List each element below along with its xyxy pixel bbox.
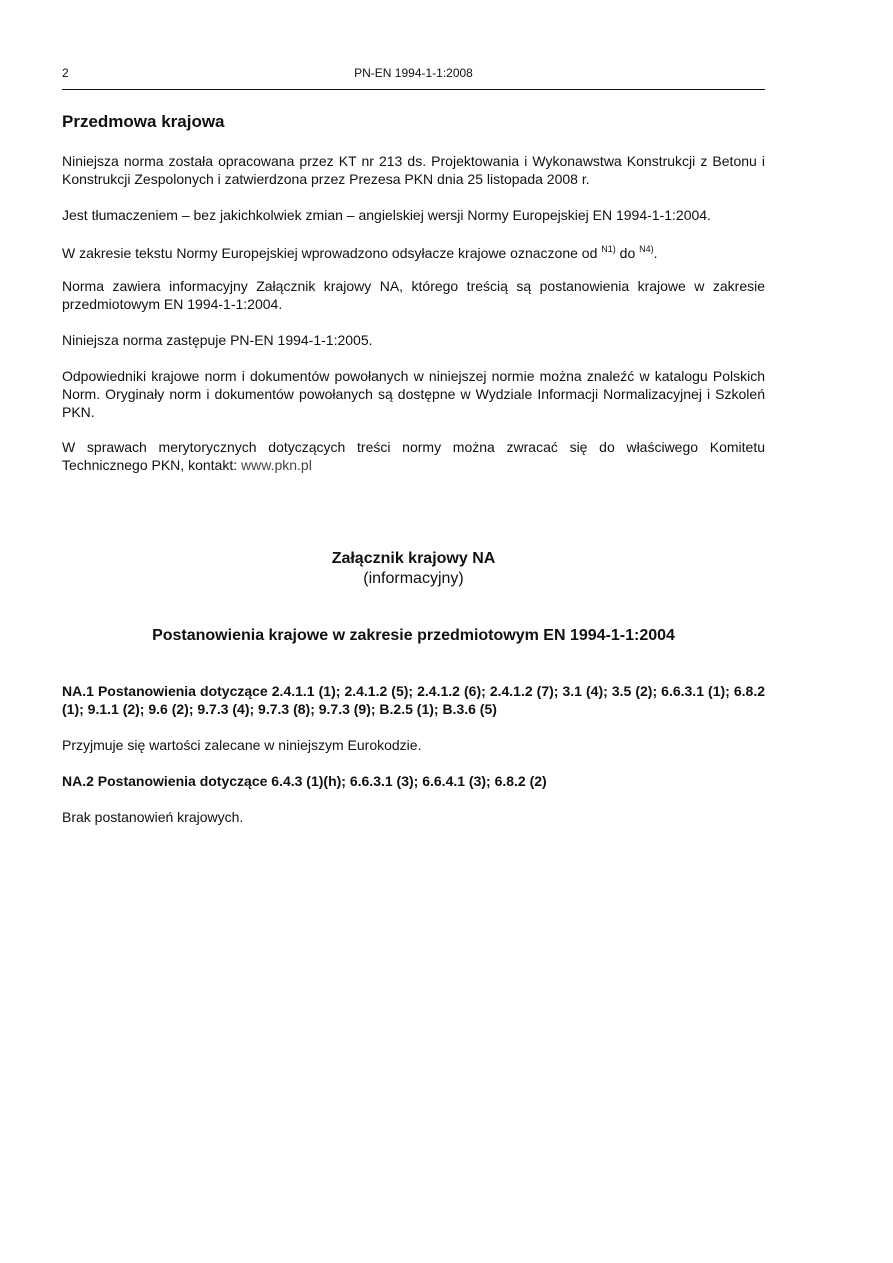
preface-paragraph-5: Niniejsza norma zastępuje PN-EN 1994-1-1:2005. <box>62 332 373 348</box>
page-header <box>62 66 765 84</box>
pkn-website-link[interactable]: www.pkn.pl <box>241 457 312 473</box>
preface-title: Przedmowa krajowa <box>62 112 225 131</box>
footnote-ref-n4: N4) <box>639 244 654 254</box>
na2-text: Brak postanowień krajowych. <box>62 809 244 825</box>
na2-heading: NA.2 Postanowienia dotyczące 6.4.3 (1)(h); 6.6.3.1 (3); 6.6.4.1 (3); 6.8.2 (2) <box>62 773 547 789</box>
preface-paragraph-1: Niniejsza norma została opracowana przez KT nr 213 ds. Projektowania i Wykonawstwa Konstrukcji z Betonu i Konstrukcji Zespolonych i zatwierdzona przez Prezesa PKN dnia 25 listopada 2008 r. <box>62 153 765 187</box>
annex-heading: Postanowienia krajowe w zakresie przedmiotowym EN 1994-1-1:2004 <box>152 627 675 644</box>
p3-text-before: W zakresie tekstu Normy Europejskiej wprowadzono odsyłacze krajowe oznaczone od <box>62 245 602 261</box>
document-id: PN-EN 1994-1-1:2008 <box>354 66 473 80</box>
p3-text-end: . <box>653 245 658 261</box>
preface-paragraph-7 <box>62 438 765 474</box>
na1-text: Przyjmuje się wartości zalecane w niniejszym Eurokodzie. <box>62 737 422 753</box>
preface-paragraph-4: Norma zawiera informacyjny Załącznik krajowy NA, którego treścią są postanowienia krajowe w zakresie przedmiotowym EN 1994-1-1:2004. <box>62 278 765 312</box>
preface-paragraph-6: Odpowiedniki krajowe norm i dokumentów powołanych w niniejszej normie można znaleźć w katalogu Polskich Norm. Oryginały norm i dokumentów powołanych są dostępne w Wydziale Informacji Normalizacyjnej i Szkoleń PKN. <box>62 368 765 420</box>
header-rule <box>62 89 765 90</box>
annex-subtitle: (informacyjny) <box>363 570 464 587</box>
p3-text-mid: do <box>615 245 640 261</box>
preface-paragraph-3 <box>62 240 765 262</box>
page-number: 2 <box>62 66 69 80</box>
p7-text: W sprawach merytorycznych dotyczących treści normy można zwracać się do właściwego Komitetu Technicznego PKN, kontakt: <box>62 439 765 473</box>
annex-title: Załącznik krajowy NA <box>331 550 496 567</box>
preface-paragraph-2: Jest tłumaczeniem – bez jakichkolwiek zmian – angielskiej wersji Normy Europejskiej EN 1994-1-1:2004. <box>62 207 711 223</box>
footnote-ref-n1: N1) <box>601 244 616 254</box>
na1-heading: NA.1 Postanowienia dotyczące 2.4.1.1 (1); 2.4.1.2 (5); 2.4.1.2 (6); 2.4.1.2 (7); 3.1 (4); 3.5 (2); 6.6.3.1 (1); 6.8.2 (1); 9.1.1 (2); 9.6 (2); 9.7.3 (4); 9.7.3 (8); 9.7.3 (9); B.2.5 (1); B.3.6 (5) <box>62 683 765 717</box>
